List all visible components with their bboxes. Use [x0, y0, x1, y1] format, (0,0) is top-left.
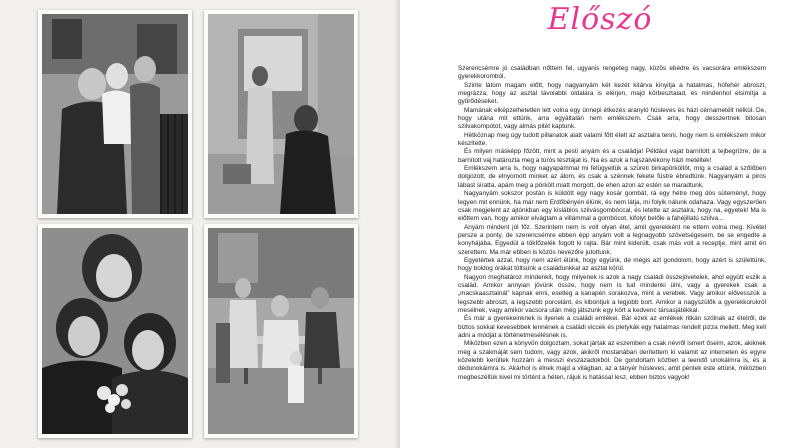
chapter-title: Előszó: [547, 2, 653, 37]
paragraph: Szinte látom magam előtt, hogy nagyanyám két kezét kitárva kinyitja a hatalmas, hófehér abroszt, megrázza, hogy az asztal távolabbi oldalára is elérjen, majd körbesztalad, és mindenhol elsimítja a gyűrődéseket.: [458, 81, 766, 106]
paragraph: Miközben ezen a könyvön dolgoztam, sokat jártak az eszemben a csak névről ismert őseim, azok, akiknek még a szakmáját sem tudom, vagy azok, akikről mostanában derítettem ki valamit az interneten és egyre közelebb kerültek hozzám a messzi évszázadokból. De gondoltam közben a leendő unokáimra is, és a dédunokáimra is. Akárhol is élnek majd a világban, az a tányér húsleves, amit péntek este ettünk, miközben megbeszéltük kivel mi történt a héten, rájuk is hatással lesz, ebben biztos vagyok!: [458, 340, 766, 381]
photo-grandmother-child: [38, 10, 192, 218]
right-page: [400, 0, 800, 448]
photo-courtyard-image: [208, 14, 354, 214]
paragraph: Egyetértek azzal, hogy nem azért élünk, hogy együnk, de mégis azt gondolom, hogy azért is születtünk, hogy boldog órákat töltsünk a családunkkal az asztal körül.: [458, 256, 766, 273]
paragraph: És milyen másképp főzött, mint a pesti anyám és a családja! Például vajat barnított a tejbegrízre, de a barnított vaj határozta meg a túrós tésztájat is. Na és azok a hajszálvékony házi metéltek!: [458, 148, 766, 164]
paragraph: Szerencsémre jó családban nőttem fel, ugyanis rengeteg nagy, közös ebédre és vacsorára emlékszem gyerekkoromból.: [458, 65, 766, 81]
photo-grandmother-child-image: [42, 14, 188, 214]
body-text: [458, 65, 766, 382]
paragraph: Mamának elképzelhetetlen lett volna egy ünnepi étkezés aranyló húsleves és házi cérnametélt nélkül. De, hogy utána mit ettünk, arra egyáltalán nem emlékszem. Csak arra, hogy desszertnek bitosan szilvakompótot, vagy almás pitét kaptunk.: [458, 106, 766, 131]
photo-table-gathering: [204, 224, 358, 438]
photo-three-women-image: [42, 228, 188, 434]
photo-table-gathering-image: [208, 228, 354, 434]
photo-courtyard: [204, 10, 358, 218]
paragraph: Emlékszem arra is, hogy nagyapámmal mi felügyeltük a szüreti birkapörköltöt, míg a család a szőlőben dolgozott, de elnyomott minket az álom, és csak a szénnek fekete füstre ébredtünk. Nagyanyám a piros lábast siratta, apám meg a pörkölt miatt morgott, de ehen azon az estén se maradtunk.: [458, 165, 766, 189]
photo-three-women-flowers: [38, 224, 192, 438]
paragraph: Anyám mindent jól főz. Szerintem nem is volt olyan étel, amit gyerekként ne ettem volna meg. Kivétel persze a ponty, de szerencsémre ebben épp anyám volt a legnagyobb szövetségesem, be se engedte a konyhájába. Egyedül a tökfőzelék fogott ki rajta. Bár mint kiderült, csak más volt a receptje, mint amit én szerettem. Ma már ebben is közös nevezőre jutottunk.: [458, 223, 766, 256]
paragraph: Nagyon meghatároz mindenkit, hogy milyenek is azok a nagy családi összejövetelek, ahol együtt eszik a család. Amikor annyian jövünk össze, hogy nem is tud mindenki ülni, vagy a gyerekek csak a „macskaasztalnál” kapnak enni, esetleg a kanapén sorakozva, mint a verebek. Vagy amikor elővesszük a legszebb abroszt, a legszebb porcelánt, és kibontjuk a legjobb bort. Amikor a nagyszülők a gyerekkorukról mesélnek, vagy amikor vacsora után még játszunk egy kört a kedvenc társasjátékkal.: [458, 273, 766, 314]
paragraph: Hétköznap meg úgy tudott pillanatok alatt valami főtt ételt az asztalra tenni, hogy nem is emlékszem mikor készítette.: [458, 131, 766, 148]
paragraph: És már a gyerekeinknek is ilyenek a családi emlékei. Bár ezek az emlékek ritkán szólnak az ételről, de biztos sokkal kevesebbek lennének a családi viccek és pletykák egy hatalmas rendelt pizza mellett. Meg kell adni a módját a történetmesélésnek is.: [458, 315, 766, 339]
paragraph: Nagyanyám sokszor postán is küldött egy nagy kosár gombát, rá egy hétre meg dós süteményt, hogy legyen mit ennünk, ha már nem Erdőbényén élünk, és nem látja, mi folyik nálunk odahaza. Vagy egyszerűen csak megjelent az ajtónkban egy kisláblos szilvásgombóccal, és letette az asztalra, hogy na, egyetek! Ma is előttem van, hogy amikor elvágtam a villámmal a gombócot, kifolyt belőle a fahéjillatú sziilva...: [458, 190, 766, 223]
